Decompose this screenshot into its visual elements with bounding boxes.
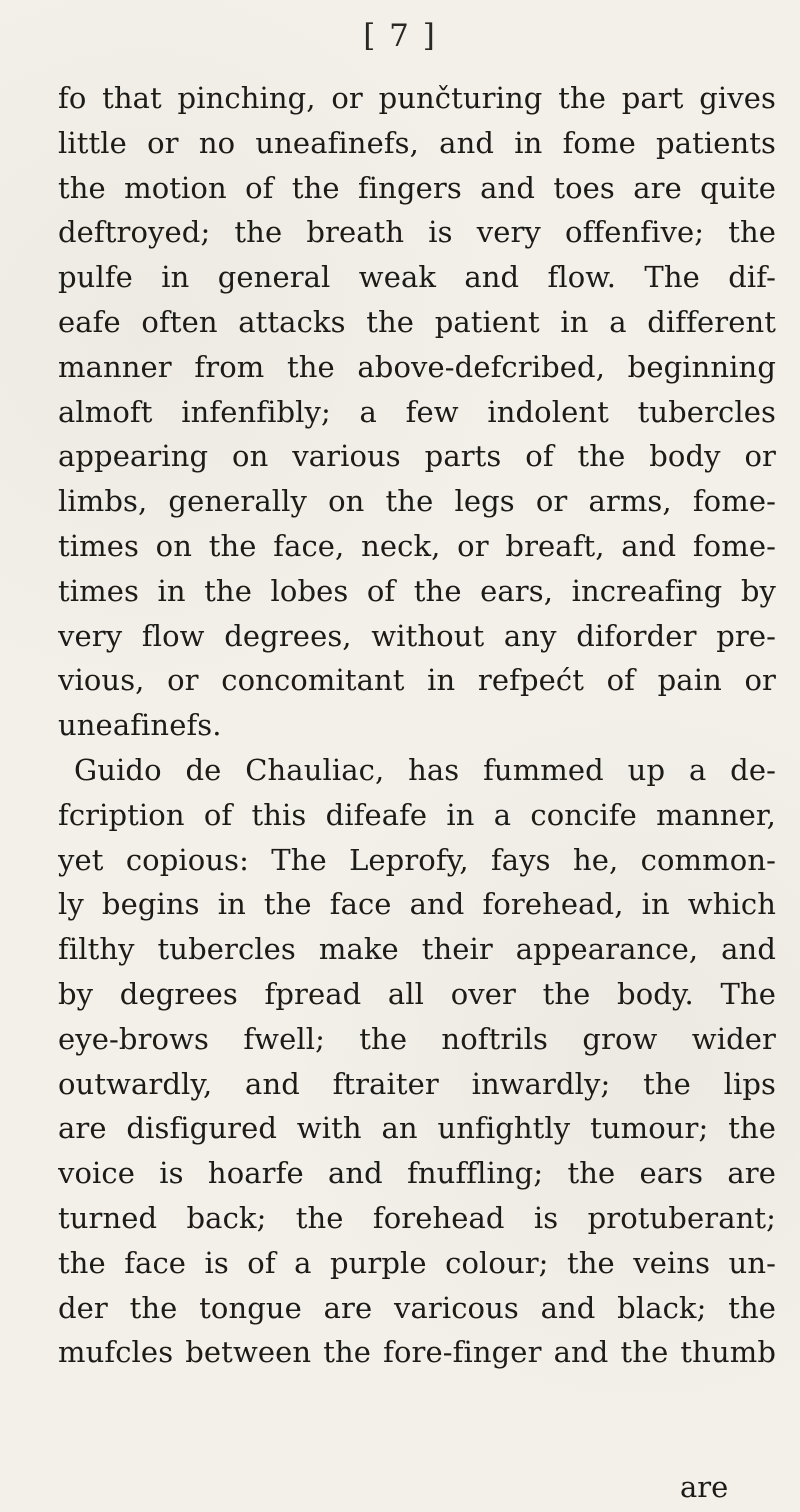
text-line: der the tongue are varicous and black; the [58,1290,776,1325]
text-line: mufcles between the fore-finger and the thumb [58,1335,776,1370]
text-line: times on the face, neck, or breaft, and fome- [58,528,776,563]
text-line: little or no uneafinefs, and in fome patients [58,125,776,160]
text-line: uneafinefs. [58,708,222,743]
text-line: yet copious: The Leprofy, fays he, common- [58,842,776,877]
page-number: [ 7 ] [363,18,437,54]
text-line: the motion of the fingers and toes are quite [58,170,776,205]
text-line: fo that pinching, or punčturing the part gives [58,81,776,115]
text-line: very flow degrees, without any diforder pre- [58,618,776,653]
text-line: eye-brows fwell; the noftrils grow wider [58,1021,776,1056]
text-line: manner from the above-defcribed, beginning [58,349,776,384]
text-line: limbs, generally on the legs or arms, fome- [58,484,776,519]
body-text [58,76,776,1375]
text-line: turned back; the forehead is protuberant; [58,1200,776,1235]
catchword: are [680,1470,729,1504]
text-line: filthy tubercles make their appearance, and [58,932,776,967]
text-line: Guido de Chauliac, has fummed up a de- [74,752,776,787]
text-line: deftroyed; the breath is very offenfive; the [58,215,776,250]
text-line: voice is hoarfe and fnuffling; the ears are [58,1156,776,1191]
text-line: times in the lobes of the ears, increafing by [58,573,776,608]
text-line: eafe often attacks the patient in a different [58,304,776,339]
text-line: pulfe in general weak and flow. The dif- [58,260,776,295]
text-line: vious, or concomitant in refpećt of pain or [58,663,776,698]
text-line: ly begins in the face and forehead, in which [58,887,776,922]
text-line: the face is of a purple colour; the veins un- [58,1245,776,1280]
text-line: appearing on various parts of the body or [58,439,776,474]
text-line: outwardly, and ftraiter inwardly; the lips [58,1066,776,1101]
text-line: are disfigured with an unfightly tumour; the [58,1111,776,1146]
text-line: fcription of this difeafe in a concife manner, [58,797,776,832]
text-line: by degrees fpread all over the body. The [58,976,776,1011]
text-line: almoft infenfibly; a few indolent tubercles [58,394,776,429]
